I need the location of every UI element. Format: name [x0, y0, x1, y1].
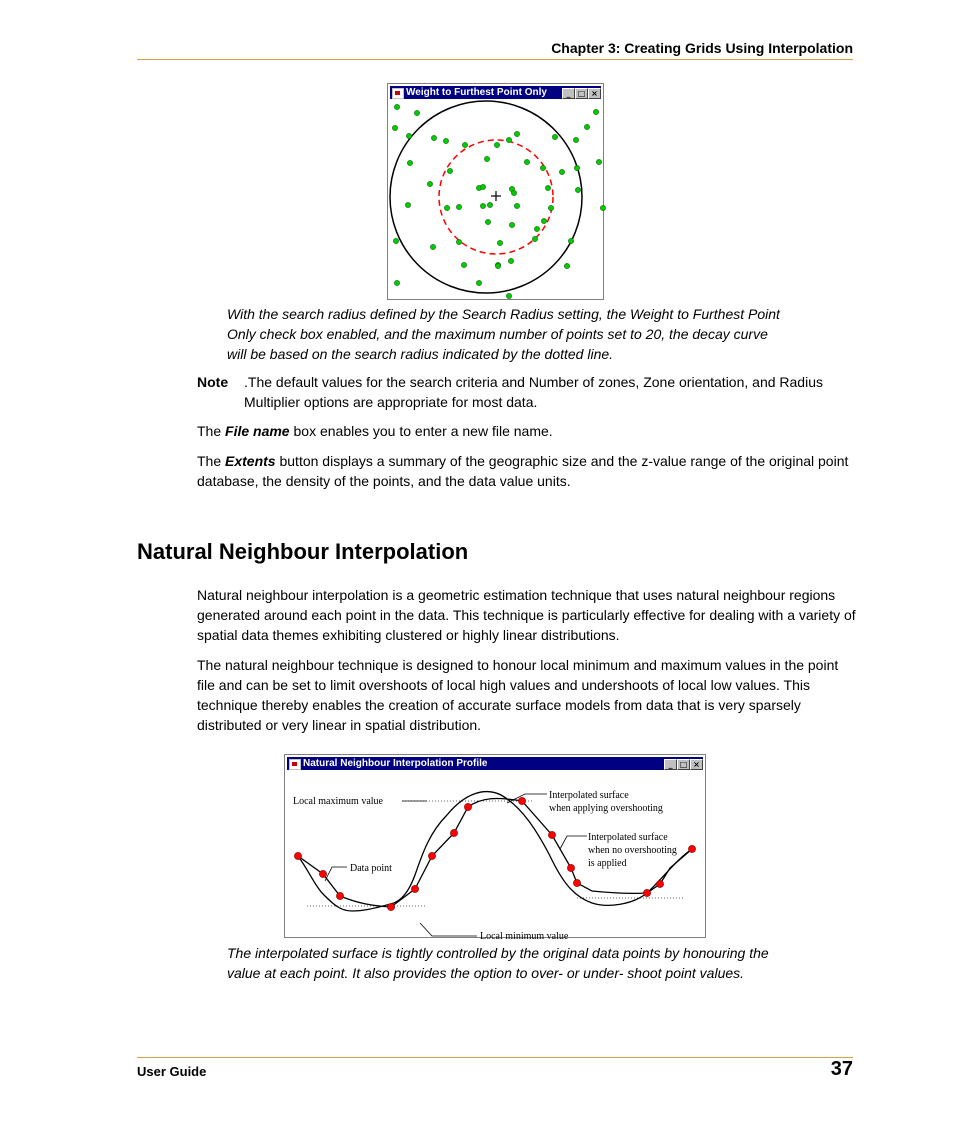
label-no-overshoot-2: when no overshooting [588, 845, 677, 856]
label-overshoot-2: when applying overshooting [549, 803, 663, 814]
label-no-overshoot-3: is applied [588, 858, 627, 869]
section-paragraph-2: The natural neighbour technique is designed to honour local minimum and maximum values in the point file and can be set to limit overshoots of local high values and undershoots of local low values. This technique thereby enables the creation of accurate surface models from data that is very sparsely distributed or very linear in spatial distribution. [197, 657, 839, 733]
term-file-name: File name [225, 423, 290, 439]
text: button displays a summary of the geographic size and the z-value range of the original point database, the density of the points, and the data value units. [197, 453, 849, 489]
data-point [430, 244, 435, 249]
data-point [427, 181, 432, 186]
data-point [534, 226, 539, 231]
profile-data-point [294, 852, 301, 859]
app-icon [392, 88, 404, 99]
data-point [461, 262, 466, 267]
label-no-overshoot-1: Interpolated surface [588, 832, 668, 843]
profile-canvas [287, 771, 703, 942]
data-point [462, 142, 467, 147]
text: box enables you to enter a new file name. [289, 423, 553, 439]
profile-data-point [428, 852, 435, 859]
data-point [574, 165, 579, 170]
label-local-min: Local minimum value [480, 931, 569, 942]
data-point [541, 218, 546, 223]
extents-paragraph [197, 451, 857, 491]
profile-data-point [688, 845, 695, 852]
data-point [480, 184, 485, 189]
data-point [443, 138, 448, 143]
data-point [456, 204, 461, 209]
note-label: Note [197, 374, 229, 390]
data-point [552, 134, 557, 139]
data-point [573, 137, 578, 142]
data-point [540, 165, 545, 170]
data-point [524, 159, 529, 164]
profile-data-point [387, 903, 394, 910]
data-point [568, 238, 573, 243]
window-title: Natural Neighbour Interpolation Profile [303, 758, 488, 769]
figure-window-profile [284, 754, 706, 942]
window-title: Weight to Furthest Point Only [406, 87, 547, 98]
data-point [508, 258, 513, 263]
data-point [596, 159, 601, 164]
data-point [414, 110, 419, 115]
app-icon [289, 759, 301, 770]
maximize-icon[interactable]: □ [575, 88, 588, 99]
data-point [495, 263, 500, 268]
profile-data-point [319, 870, 326, 877]
profile-data-point [450, 829, 457, 836]
data-points [392, 104, 605, 298]
grid-node-marker [491, 191, 501, 201]
file-name-paragraph [197, 421, 857, 441]
data-point [406, 133, 411, 138]
minimize-icon[interactable]: _ [562, 88, 575, 99]
data-point [532, 236, 537, 241]
footer-title: User Guide [137, 1064, 207, 1079]
profile-data-point [518, 797, 525, 804]
leader-no-overshoot [560, 836, 587, 849]
data-point [559, 169, 564, 174]
data-point [405, 202, 410, 207]
figure-canvas [390, 100, 601, 297]
figure2-caption: The interpolated surface is tightly controlled by the original data points by honouring the value at each point. It also provides the option to over- or under- shoot point values. [227, 945, 769, 981]
data-point [584, 124, 589, 129]
profile-data-point [643, 889, 650, 896]
profile-data-point [411, 885, 418, 892]
profile-data-point [336, 892, 343, 899]
footer-rule [137, 1057, 853, 1058]
search-radius-diagram [390, 100, 601, 297]
text: The [197, 453, 226, 469]
header-rule [137, 59, 853, 60]
maximize-icon[interactable]: □ [677, 759, 690, 770]
data-point [575, 187, 580, 192]
data-point [456, 239, 461, 244]
data-point [497, 240, 502, 245]
data-point [431, 135, 436, 140]
window-titlebar [390, 86, 601, 99]
data-point [484, 156, 489, 161]
data-point [545, 185, 550, 190]
data-point [485, 219, 490, 224]
figure1-caption: With the search radius defined by the Search Radius setting, the Weight to Furthest Point Only check box enabled, and the maximum number of points set to 20, the decay curve will be based on the search radius indicated by the dotted line. [227, 306, 780, 362]
note-text: .The default values for the search criteria and Number of zones, Zone orientation, and Radius Multiplier options are appropriate for most data. [244, 374, 823, 410]
page-number: 37 [830, 1058, 853, 1080]
data-point [506, 293, 511, 298]
profile-data-point [464, 803, 471, 810]
data-point [511, 190, 516, 195]
leader-local-min [420, 923, 477, 936]
window-titlebar [287, 757, 703, 770]
term-extents: Extents [225, 453, 276, 469]
figure-window-search-radius [387, 83, 604, 300]
data-point [494, 142, 499, 147]
data-point [392, 125, 397, 130]
label-overshoot-1: Interpolated surface [549, 790, 629, 801]
interpolation-profile-diagram [287, 771, 703, 942]
profile-data-point [548, 831, 555, 838]
leader-overshoot [507, 794, 547, 803]
leader-data-point [325, 867, 347, 881]
data-point [447, 168, 452, 173]
data-point [548, 205, 553, 210]
data-point [600, 205, 605, 210]
data-point [509, 222, 514, 227]
data-point [514, 131, 519, 136]
data-point [514, 203, 519, 208]
close-icon[interactable]: × [588, 88, 601, 99]
data-point [564, 263, 569, 268]
section-paragraph-1: Natural neighbour interpolation is a geometric estimation technique that uses natural neighbour regions generated around each point in the data. This technique is particularly effective for dealing with a variety of spatial data themes exhibiting clustered or highly linear distributions. [197, 587, 856, 643]
chapter-title: Chapter 3: Creating Grids Using Interpolation [551, 40, 853, 56]
label-data-point: Data point [350, 863, 392, 874]
data-point [444, 205, 449, 210]
data-point [393, 238, 398, 243]
data-point [487, 202, 492, 207]
close-icon[interactable]: × [690, 759, 703, 770]
data-point [394, 104, 399, 109]
minimize-icon[interactable]: _ [664, 759, 677, 770]
label-local-max: Local maximum value [293, 796, 383, 807]
text: The [197, 423, 226, 439]
profile-data-point [656, 880, 663, 887]
data-point [506, 137, 511, 142]
profile-data-point [573, 879, 580, 886]
data-point [593, 109, 598, 114]
data-point [407, 160, 412, 165]
data-point [394, 280, 399, 285]
data-point [480, 203, 485, 208]
profile-data-point [567, 864, 574, 871]
section-heading: Natural Neighbour Interpolation [137, 539, 469, 564]
data-point [476, 280, 481, 285]
